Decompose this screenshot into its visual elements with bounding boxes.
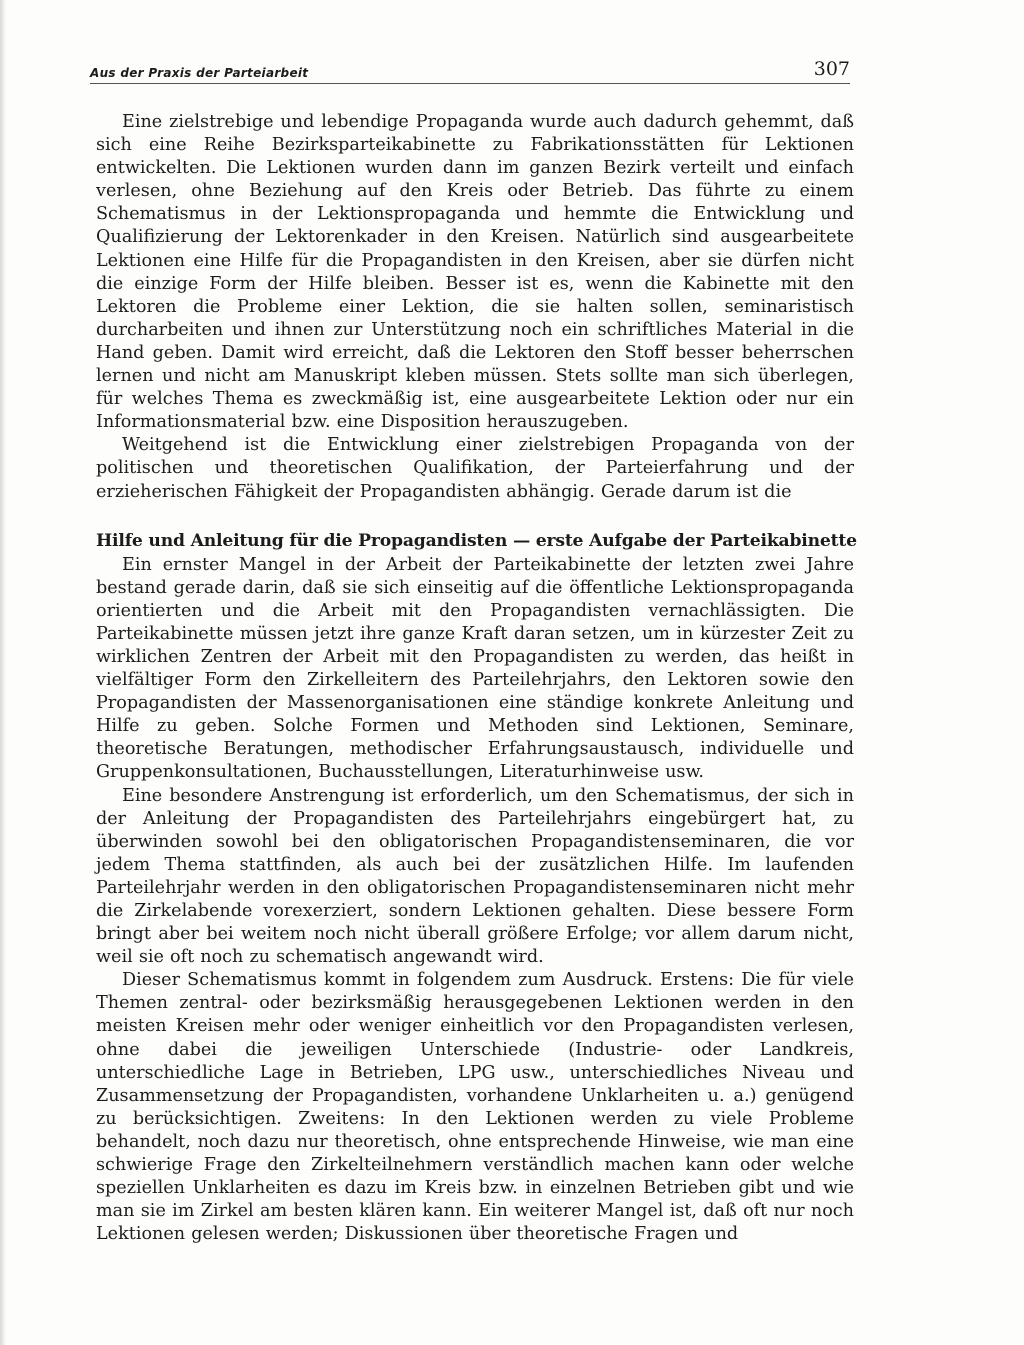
paragraph: Weitgehend ist die Entwicklung einer zielstrebigen Propaganda von der politischen und theoretischen Qualifikation, der Parteierfahrung und der erzieherischen Fähigkeit der Propagandisten abhängig. Gerade darum ist die (96, 435, 854, 502)
paragraph: Dieser Schematismus kommt in folgendem zum Ausdruck. Erstens: Die für viele Themen zentral- oder bezirksmäßig herausgegebenen Lektionen werden in den meisten Kreisen mehr oder weniger einheitlich vor den Propagandisten verlesen, ohne dabei die jeweiligen Unterschiede (Industrie- oder Landkreis, unterschiedliche Lage in Betrieben, LPG usw., unterschiedliches Niveau und Zusammensetzung der Propagandisten, vorhandene Unklarheiten u. a.) genügend zu berücksichtigen. Zweitens: In den Lektionen werden zu viele Probleme behandelt, noch dazu nur theoretisch, ohne entsprechende Hinweise, wie man eine schwierige Frage den Zirkelteilnehmern verständlich machen kann oder welche speziellen Unklarheiten es dazu im Kreis bzw. in einzelnen Betrieben gibt und wie man sie im Zirkel am besten klären kann. Ein weiterer Mangel ist, daß oft nur noch Lektionen gelesen werden; Diskussionen über theoretische Fragen und (96, 970, 854, 1245)
section-heading: Hilfe und Anleitung für die Propagandisten — erste Aufgabe der Parteikabinette (96, 530, 857, 551)
header-rule (90, 83, 850, 84)
page-scan-edge (0, 0, 6, 1345)
paragraph: Eine zielstrebige und lebendige Propaganda wurde auch dadurch gehemmt, daß sich eine Reihe Bezirksparteikabinette zu Fabrikationsstätten für Lektionen entwickelten. Die Lektionen wurden dann im ganzen Bezirk verteilt und einfach verlesen, ohne Beziehung auf den Kreis oder Betrieb. Das führte zu einem Schematismus in der Lektionspropaganda und hemmte die Entwicklung und Qualifizierung der Lektorenkader in den Kreisen. Natürlich sind ausgearbeitete Lektionen eine Hilfe für die Propagandisten in den Kreisen, aber sie dürfen nicht die einzige Form der Hilfe bleiben. Besser ist es, wenn die Kabinette mit den Lektoren die Probleme einer Lektion, die sie halten sollen, seminaristisch durcharbeiten und ihnen zur Unterstützung noch ein schriftliches Material in die Hand geben. Damit wird erreicht, daß die Lektoren den Stoff besser beherrschen lernen und nicht am Manuskript kleben müssen. Stets sollte man sich überlegen, für welches Thema es zweckmäßig ist, eine ausgearbeitete Lektion oder nur ein Informationsmaterial bzw. eine Disposition herauszugeben. (96, 112, 854, 433)
running-title: Aus der Praxis der Parteiarbeit (90, 66, 309, 80)
body-text (96, 111, 857, 1246)
page-number: 307 (813, 58, 850, 80)
running-header (90, 58, 850, 84)
paragraph: Eine besondere Anstrengung ist erforderlich, um den Schematismus, der sich in der Anleitung der Propagandisten des Parteilehrjahrs eingebürgert hat, zu überwinden sowohl bei den obligatorischen Propagandistenseminaren, die vor jedem Thema stattfinden, als auch bei der zusätzlichen Hilfe. Im laufenden Parteilehrjahr werden in den obligatorischen Propagandistenseminaren nicht mehr die Zirkelabende vorexerziert, sondern Lektionen gehalten. Diese bessere Form bringt aber bei weitem noch nicht überall größere Erfolge; vor allem darum nicht, weil sie oft noch zu schematisch angewandt wird. (96, 785, 854, 968)
paragraph: Ein ernster Mangel in der Arbeit der Parteikabinette der letzten zwei Jahre bestand gerade darin, daß sie sich einseitig auf die öffentliche Lektionspropaganda orientierten und die Arbeit mit den Propagandisten vernachlässigten. Die Parteikabinette müssen jetzt ihre ganze Kraft daran setzen, um in kürzester Zeit zu wirklichen Zentren der Arbeit mit den Propagandisten zu werden, das heißt in vielfältiger Form den Zirkelleitern des Parteilehrjahrs, den Lektoren sowie den Propagandisten der Massenorganisationen eine ständige konkrete Anleitung und Hilfe zu geben. Solche Formen und Methoden sind Lektionen, Seminare, theoretische Beratungen, methodischer Erfahrungsaustausch, individuelle und Gruppenkonsultationen, Buchausstellungen, Literaturhinweise usw. (96, 554, 854, 783)
